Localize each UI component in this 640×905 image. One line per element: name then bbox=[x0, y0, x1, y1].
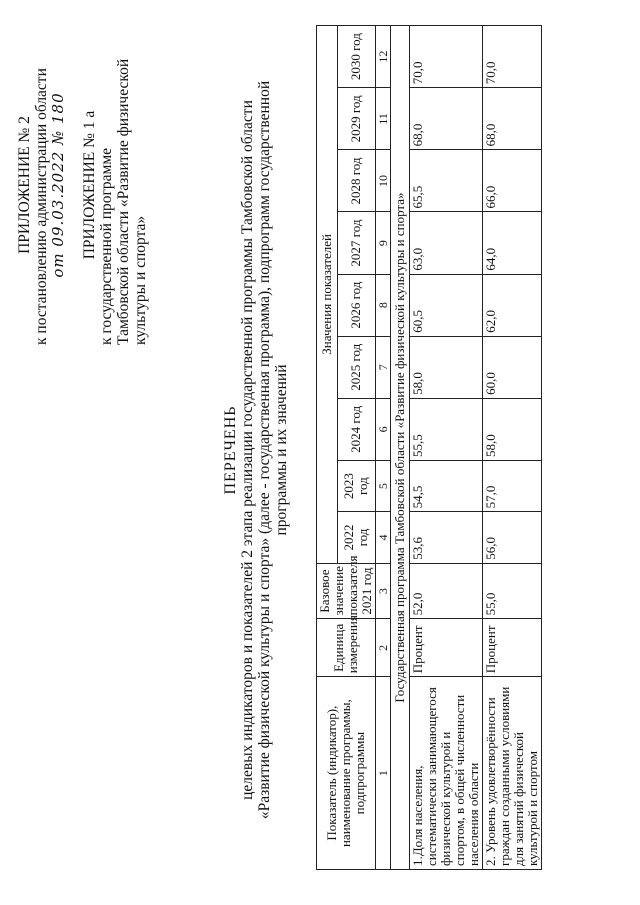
unit-cell: Процент bbox=[483, 619, 542, 677]
indicator-name: 2. Уровень удовлетворённости граждан созданными условиями для занятий физической культурой и спортом bbox=[483, 677, 542, 870]
unit-cell: Процент bbox=[410, 619, 483, 677]
value-cell: 68,0 bbox=[483, 88, 542, 150]
heading-line: программы и их значений bbox=[273, 364, 290, 536]
column-number: 5 bbox=[376, 460, 391, 511]
year-header: 2029 год bbox=[337, 88, 375, 150]
value-cell: 56,0 bbox=[483, 512, 542, 563]
column-number: 7 bbox=[376, 336, 391, 398]
value-cell: 55,5 bbox=[410, 398, 483, 460]
value-cell: 57,0 bbox=[483, 460, 542, 511]
value-cell: 53,6 bbox=[410, 512, 483, 563]
value-cell: 58,0 bbox=[410, 336, 483, 398]
header-row bbox=[317, 26, 338, 870]
column-number: 10 bbox=[376, 150, 391, 212]
program-name: Государственная программа Тамбовской области «Развитие физической культуры и спорта» bbox=[391, 26, 410, 870]
column-number: 6 bbox=[376, 398, 391, 460]
col-header-base: Базовое значение показателя 2021 год bbox=[317, 563, 376, 619]
year-header: 2030 год bbox=[337, 26, 375, 88]
indicator-name: 1.Доля населения, систематически занимающегося физической культурой и спортом, в общей численности населения области bbox=[410, 677, 483, 870]
column-number: 8 bbox=[376, 274, 391, 336]
year-header: 2026 год bbox=[337, 274, 375, 336]
heading-line: целевых индикаторов и показателей 2 этапа реализации государственной программы Тамбовской области bbox=[239, 100, 256, 800]
sub-appendix-line: Тамбовской области «Развитие физической bbox=[115, 58, 132, 345]
sub-appendix-line: к государственной программе bbox=[98, 147, 115, 345]
column-number: 11 bbox=[376, 88, 391, 150]
value-cell: 64,0 bbox=[483, 212, 542, 274]
value-cell: 58,0 bbox=[483, 398, 542, 460]
column-number: 3 bbox=[376, 563, 391, 619]
column-number: 4 bbox=[376, 512, 391, 563]
year-header: 2028 год bbox=[337, 150, 375, 212]
col-header-unit: Единица измерения bbox=[317, 619, 376, 677]
year-header: 2025 год bbox=[337, 336, 375, 398]
value-cell: 65,5 bbox=[410, 150, 483, 212]
value-cell: 54,5 bbox=[410, 460, 483, 511]
column-number-row bbox=[376, 26, 391, 870]
table-row bbox=[483, 26, 542, 870]
value-cell: 60,0 bbox=[483, 336, 542, 398]
value-cell: 55,0 bbox=[483, 563, 542, 619]
year-header: 2023 год bbox=[337, 460, 375, 511]
value-cell: 70,0 bbox=[410, 26, 483, 88]
year-header: 2024 год bbox=[337, 398, 375, 460]
col-header-indicator: Показатель (индикатор), наименование программы, подпрограммы bbox=[317, 677, 376, 870]
appendix-line: к постановлению администрации области bbox=[33, 68, 50, 345]
value-cell: 70,0 bbox=[483, 26, 542, 88]
value-cell: 66,0 bbox=[483, 150, 542, 212]
value-cell: 60,5 bbox=[410, 274, 483, 336]
sub-appendix-title: ПРИЛОЖЕНИЕ № 1 а bbox=[81, 110, 98, 260]
year-header: 2022 год bbox=[337, 512, 375, 563]
year-header: 2027 год bbox=[337, 212, 375, 274]
column-number: 12 bbox=[376, 26, 391, 88]
col-header-values: Значения показателей bbox=[317, 26, 338, 564]
handwritten-date-number: от 09.03.2022 № 180 bbox=[49, 92, 67, 278]
heading-word: ПЕРЕЧЕНЬ bbox=[222, 405, 239, 495]
indicators-table bbox=[316, 25, 542, 870]
program-row bbox=[391, 26, 410, 870]
column-number: 9 bbox=[376, 212, 391, 274]
value-cell: 63,0 bbox=[410, 212, 483, 274]
column-number: 2 bbox=[376, 619, 391, 677]
table-row bbox=[410, 26, 483, 870]
value-cell: 52,0 bbox=[410, 563, 483, 619]
column-number: 1 bbox=[376, 677, 391, 870]
appendix-title: ПРИЛОЖЕНИЕ № 2 bbox=[16, 116, 33, 254]
value-cell: 62,0 bbox=[483, 274, 542, 336]
heading-line: «Развитие физической культуры и спорта» (далее - государственная программа), подпрограмм государственной bbox=[256, 80, 273, 820]
value-cell: 68,0 bbox=[410, 88, 483, 150]
appendix-block bbox=[16, 25, 149, 345]
document-heading bbox=[222, 35, 290, 865]
sub-appendix-line: культуры и спорта» bbox=[132, 215, 149, 345]
